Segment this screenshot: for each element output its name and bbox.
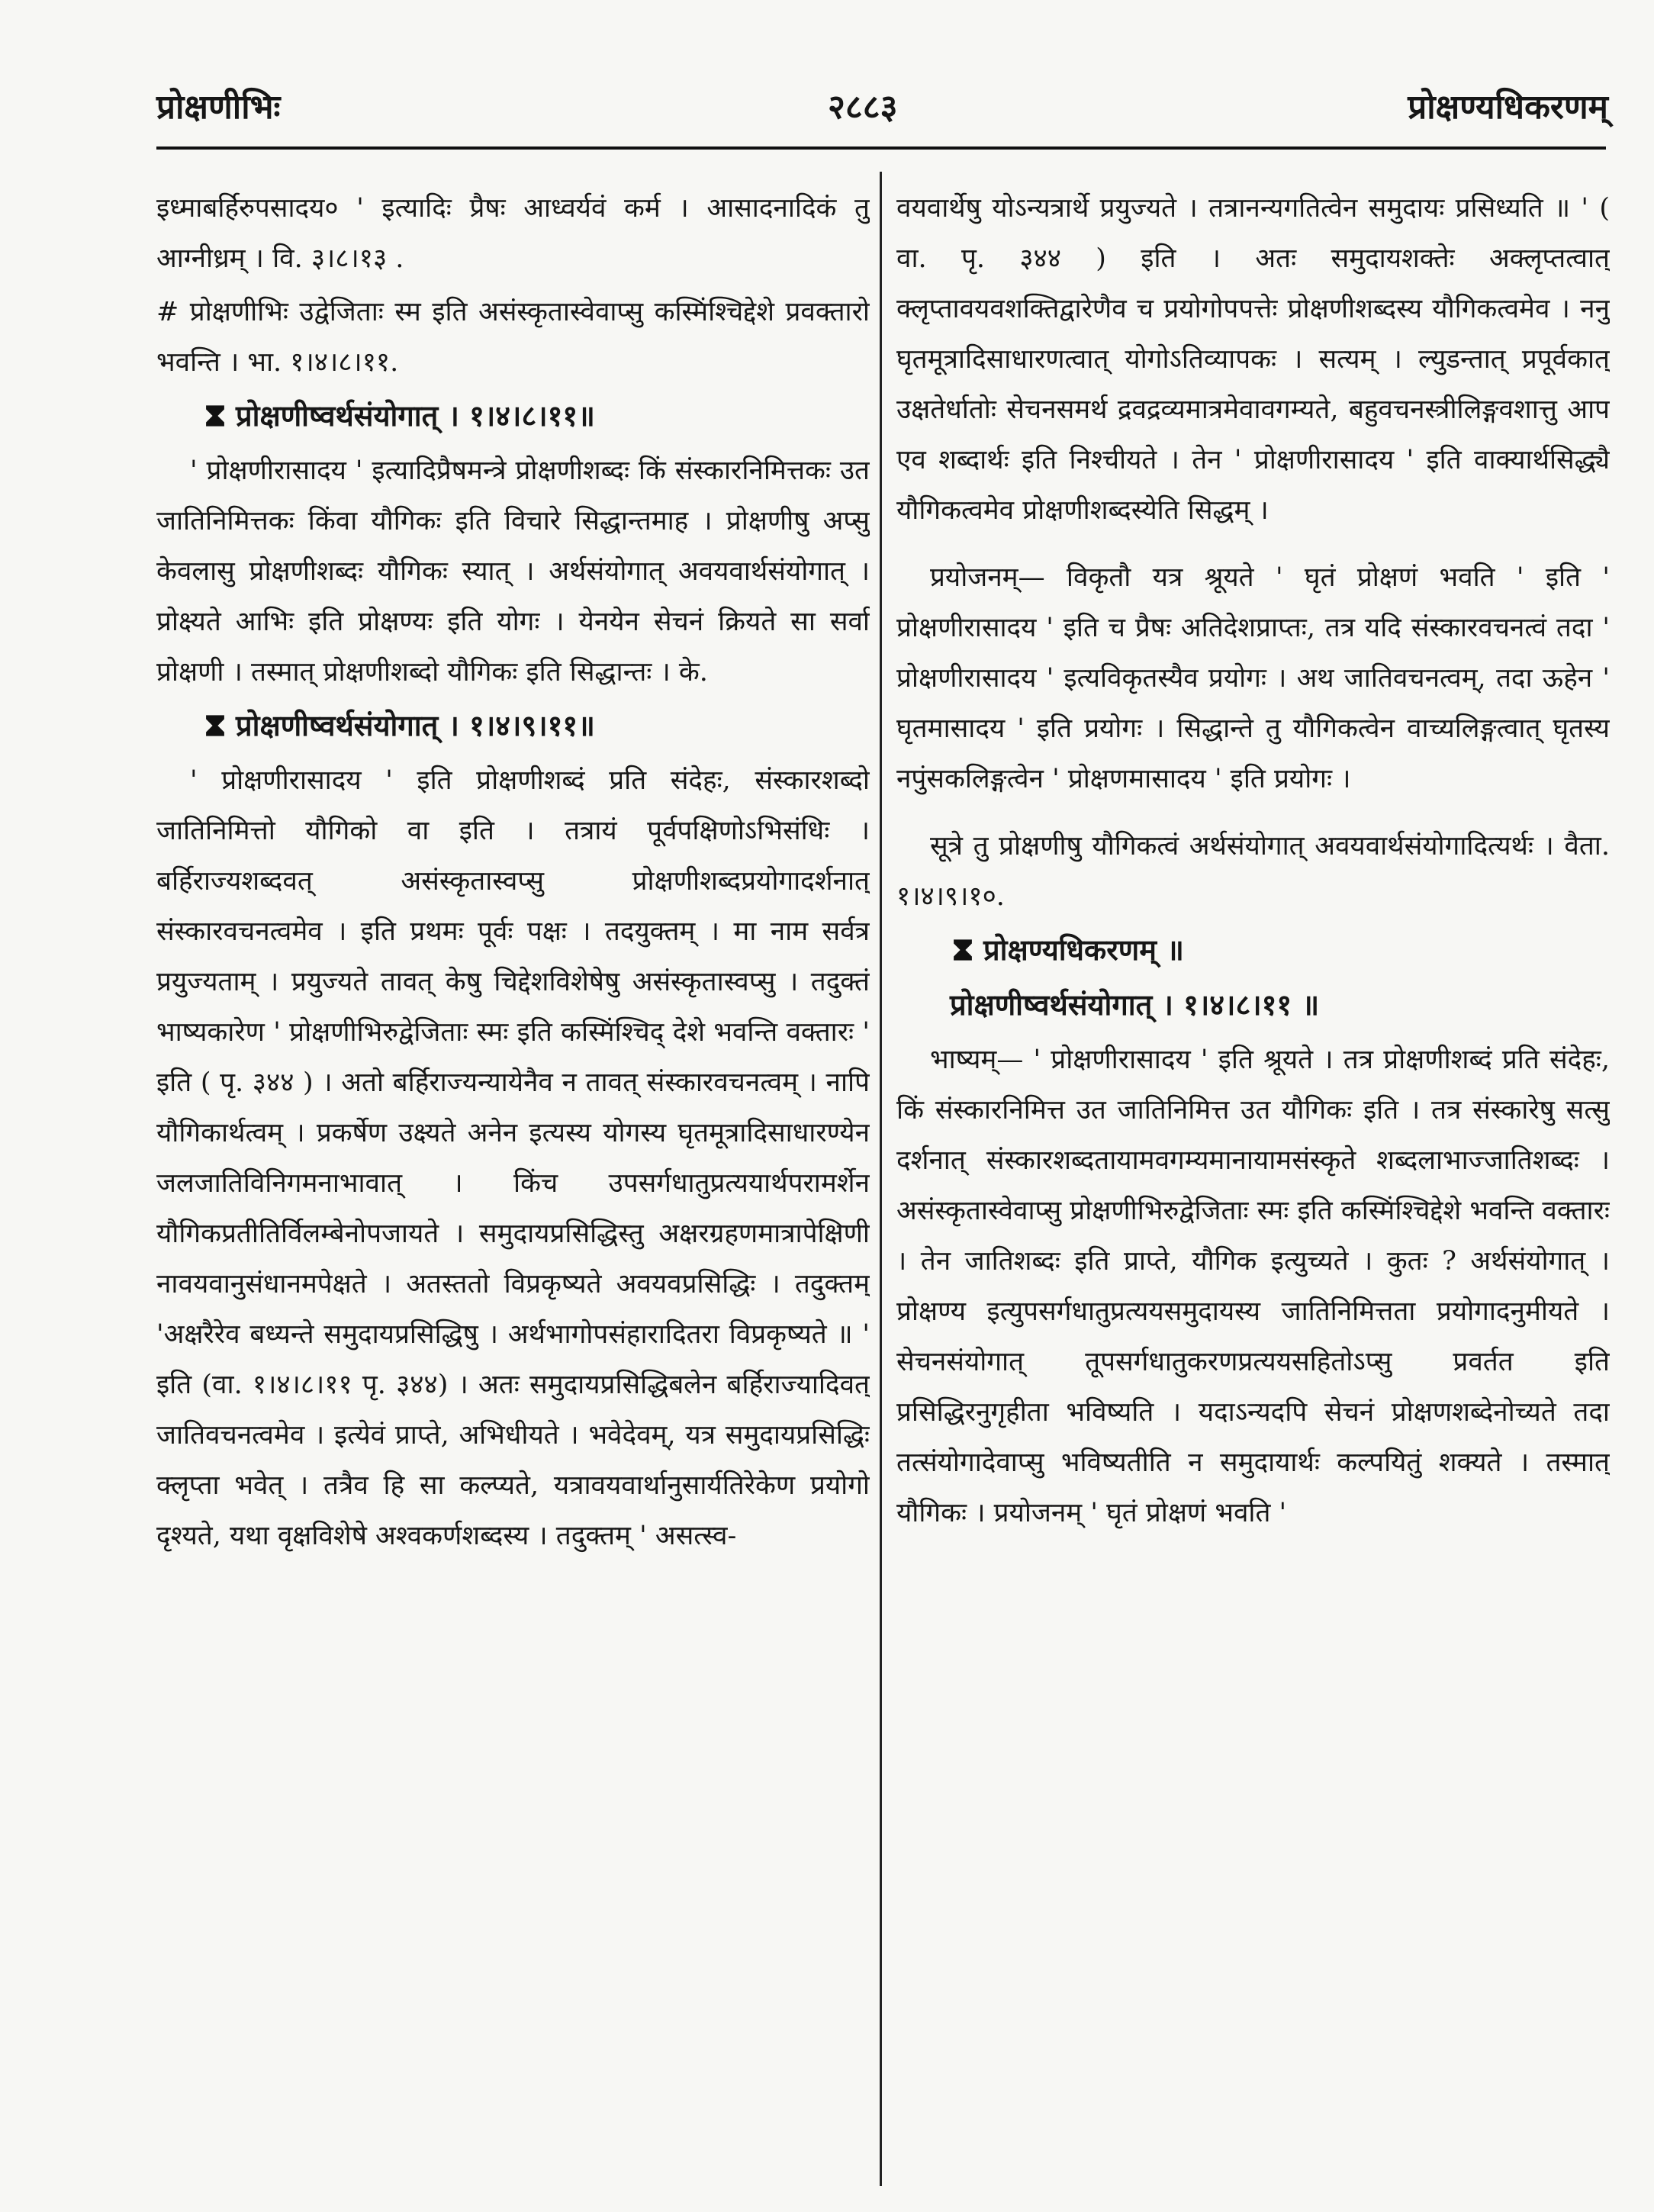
page-number: २८८३ <box>828 88 898 127</box>
hourglass-icon <box>202 403 228 429</box>
hourglass-icon <box>202 713 228 739</box>
sutra-heading <box>156 700 870 751</box>
column-divider <box>880 172 882 2186</box>
right-column <box>896 183 1610 2182</box>
left-paragraph-1: इध्माबर्हिरुपसादय० ' इत्यादिः प्रैषः आध्वर्यवं कर्म । आसादनादिकं तु आग्नीध्रम् । वि. ३।८।१३ . <box>156 193 870 274</box>
right-paragraph-1: वयवार्थेषु योऽन्यत्रार्थे प्रयुज्यते । तत्रानन्यगतित्वेन समुदायः प्रसिध्यति ॥ ' ( वा. पृ. ३४४ ) इति । अतः समुदायशक्तेः अक्लृप्तत्वात् क्लृप्तावयवशक्तिद्वारेणैव च प्रयोगोपपत्तेः प्रोक्षणीशब्दस्य यौगिकत्वमेव । ननु घृतमूत्रादिसाधारणत्वात् योगोऽतिव्यापकः । सत्यम् । ल्युडन्तात् प्रपूर्वकात् उक्षतेर्धातोः सेचनसमर्थ द्रवद्रव्यमात्रमेवावगम्यते, बहुवचनस्त्रीलिङ्गवशात्तु आप एव शब्दार्थः इति निश्चीयते । तेन ' प्रोक्षणीरासादय ' इति वाक्यार्थसिद्ध्यै यौगिकत्वमेव प्रोक्षणीशब्दस्येति सिद्धम् । <box>896 193 1610 526</box>
left-paragraph-3: ' प्रोक्षणीरासादय ' इत्यादिप्रैषमन्त्रे प्रोक्षणीशब्दः किं संस्कारनिमित्तकः उत जातिनिमित्तकः किंवा यौगिकः इति विचारे सिद्धान्तमाह । प्रोक्षणीषु अप्सु केवलासु प्रोक्षणीशब्दः यौगिकः स्यात् । अर्थसंयोगात् अवयवार्थसंयोगात् । प्रोक्ष्यते आभिः इति प्रोक्षण्यः इति योगः । येनयेन सेचनं क्रियते सा सर्वा प्रोक्षणी । तस्मात् प्रोक्षणीशब्दो यौगिकः इति सिद्धान्तः । के. <box>156 456 870 687</box>
right-paragraph-4: भाष्यम्— ' प्रोक्षणीरासादय ' इति श्रूयते । तत्र प्रोक्षणीशब्दं प्रति संदेहः, किं संस्कारनिमित्त उत जातिनिमित्त उत यौगिकः इति । तत्र संस्कारेषु सत्सु दर्शनात् संस्कारशब्दतायामवगम्यमानायामसंस्कृते शब्दलाभाज्जातिशब्दः । असंस्कृतास्वेवाप्सु प्रोक्षणीभिरुद्वेजिताः स्मः इति कस्मिंश्चिद्देशे भवन्ति वक्तारः । तेन जातिशब्दः इति प्राप्ते, यौगिक इत्युच्यते । कुतः ? अर्थसंयोगात् । प्रोक्षण्य इत्युपसर्गधातुप्रत्ययसमुदायस्य जातिनिमित्तता प्रयोगादनुमीयते । सेचनसंयोगात् तूपसर्गधातुकरणप्रत्ययसहितोऽप्सु प्रवर्तत इति प्रसिद्धिरनुगृहीता भविष्यति । यदाऽन्यदपि सेचनं प्रोक्षणशब्देनोच्यते तदा तत्संयोगादेवाप्सु भविष्यतीति न समुदायार्थः कल्पयितुं शक्यते । तस्मात् यौगिकः । प्रयोजनम् ' घृतं प्रोक्षणं भवति ' <box>896 1045 1610 1528</box>
section-title: प्रोक्षण्यधिकरणम् ॥ <box>983 932 1184 967</box>
left-paragraph-4: ' प्रोक्षणीरासादय ' इति प्रोक्षणीशब्दं प्रति संदेहः, संस्कारशब्दो जातिनिमित्तो यौगिको वा इति । तत्रायं पूर्वपक्षिणोऽभिसंधिः । बर्हिराज्यशब्दवत् असंस्कृतास्वप्सु प्रोक्षणीशब्दप्रयोगादर्शनात् संस्कारवचनत्वमेव । इति प्रथमः पूर्वः पक्षः । तदयुक्तम् । मा नाम सर्वत्र प्रयुज्यताम् । प्रयुज्यते तावत् केषु चिद्देशविशेषेषु असंस्कृतास्वप्सु । तदुक्तं भाष्यकारेण ' प्रोक्षणीभिरुद्वेजिताः स्मः इति कस्मिंश्चिद् देशे भवन्ति वक्तारः ' इति ( पृ. ३४४ ) । अतो बर्हिराज्यन्यायेनैव न तावत् संस्कारवचनत्वम् । नापि यौगिकार्थत्वम् । प्रकर्षेण उक्ष्यते अनेन इत्यस्य योगस्य घृतमूत्रादिसाधारण्येन जलजातिविनिगमनाभावात् । किंच उपसर्गधातुप्रत्ययार्थपरामर्शेन यौगिकप्रतीतिर्विलम्बेनोपजायते । समुदायप्रसिद्धिस्तु अक्षरग्रहणमात्रापेक्षिणी नावयवानुसंधानमपेक्षते । अतस्ततो विप्रकृष्यते अवयवप्रसिद्धिः । तदुक्तम् 'अक्षरैरेव बध्यन्ते समुदायप्रसिद्धिषु । अर्थभागोपसंहारादितरा विप्रकृष्यते ॥ ' इति (वा. १।४।८।११ पृ. ३४४) । अतः समुदायप्रसिद्धिबलेन बर्हिराज्यादिवत् जातिवचनत्वमेव । इत्येवं प्राप्ते, अभिधीयते । भवेदेवम्, यत्र समुदायप्रसिद्धिः क्लृप्ता भवेत् । तत्रैव हि सा कल्प्यते, यत्रावयवार्थानुसार्यतिरेकेण प्रयोगो दृश्यते, यथा वृक्षविशेषे अश्वकर्णशब्दस्य । तदुक्तम् ' असत्स्व- <box>156 765 870 1551</box>
header-rule <box>156 147 1606 150</box>
sutra-heading <box>156 391 870 441</box>
left-column <box>156 183 870 2182</box>
sutra-text: प्रोक्षणीष्वर्थसंयोगात् । १।४।८।११ ॥ <box>950 987 1320 1022</box>
sutra-text: प्रोक्षणीष्वर्थसंयोगात् । १।४।८।११॥ <box>236 398 595 433</box>
left-paragraph-2: # प्रोक्षणीभिः उद्वेजिताः स्म इति असंस्कृतास्वेवाप्सु कस्मिंश्चिद्देशे प्रवक्तारो भवन्ति । भा. १।४।८।११. <box>156 297 870 378</box>
right-paragraph-2: प्रयोजनम्— विकृतौ यत्र श्रूयते ' घृतं प्रोक्षणं भवति ' इति ' प्रोक्षणीरासादय ' इति च प्रैषः अतिदेशप्राप्तः, तत्र यदि संस्कारवचनत्वं तदा ' प्रोक्षणीरासादय ' इत्यविकृतस्यैव प्रयोगः । अथ जातिवचनत्वम्, तदा ऊहेन ' घृतमासादय ' इति प्रयोगः । सिद्धान्ते तु यौगिकत्वेन वाच्यलिङ्गत्वात् घृतस्य नपुंसकलिङ्गत्वेन ' प्रोक्षणमासादय ' इति प्रयोगः । <box>896 562 1610 794</box>
running-header <box>156 82 1608 136</box>
header-right: प्रोक्षण्यधिकरणम् <box>1408 88 1608 127</box>
section-heading <box>896 925 1610 975</box>
sutra-heading <box>896 980 1610 1030</box>
sutra-text: प्रोक्षणीष्वर्थसंयोगात् । १।४।९।११॥ <box>236 708 595 742</box>
hourglass-icon <box>950 937 976 963</box>
header-left: प्रोक्षणीभिः <box>156 88 281 127</box>
right-paragraph-3: सूत्रे तु प्रोक्षणीषु यौगिकत्वं अर्थसंयोगात् अवयवार्थसंयोगादित्यर्थः । वैता. १।४।९।१०. <box>896 831 1610 912</box>
